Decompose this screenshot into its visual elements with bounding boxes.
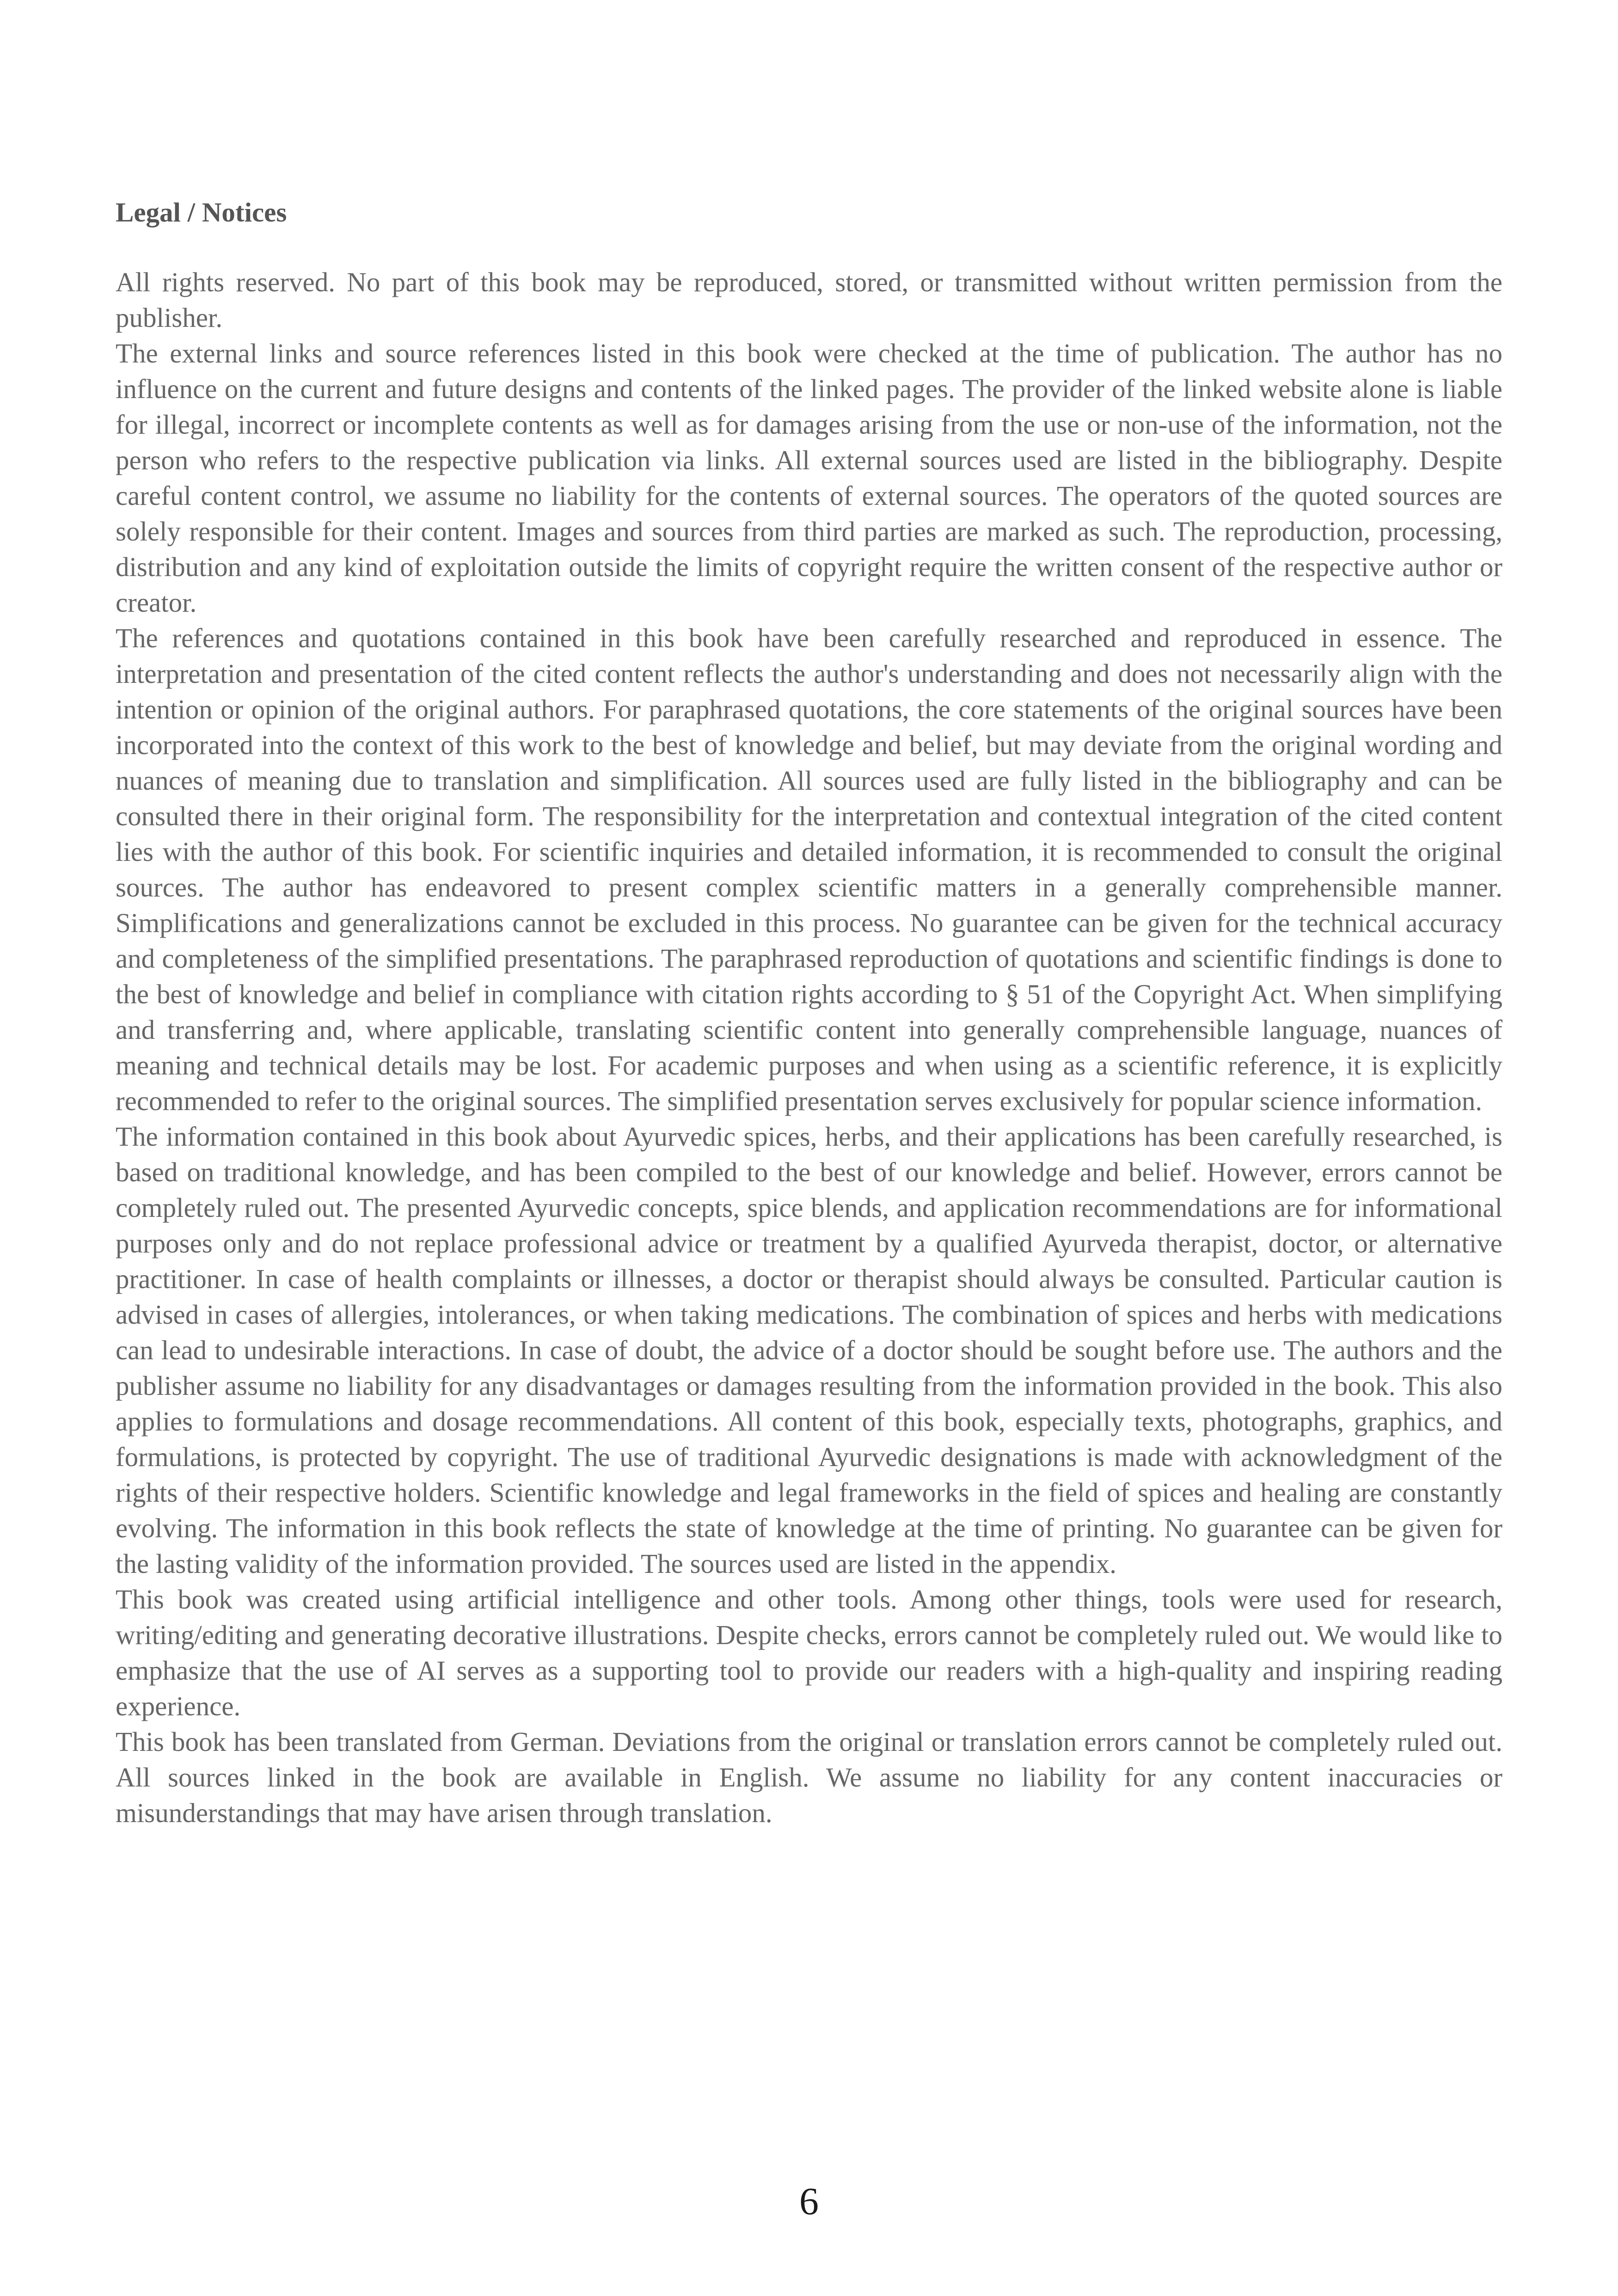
section-heading: Legal / Notices bbox=[116, 197, 287, 227]
page-number: 6 bbox=[799, 2180, 819, 2223]
paragraph-rights-reserved: All rights reserved. No part of this book may be reproduced, stored, or transmitted without written permission from the publisher. bbox=[116, 267, 1502, 333]
paragraph-external-links: The external links and source references listed in this book were checked at the time of publication. The author has no influence on the current and future designs and contents of the linked pages. The provider of the linked website alone is liable for illegal, incorrect or incomplete contents as well as for damages arising from the use or non-use of the information, not the person who refers to the respective publication via links. All external sources used are listed in the bibliography. Despite careful content control, we assume no liability for the contents of external sources. The operators of the quoted sources are solely responsible for their content. Images and sources from third parties are marked as such. The reproduction, processing, distribution and any kind of exploitation outside the limits of copyright require the written consent of the respective author or creator. bbox=[116, 338, 1502, 618]
paragraph-references-quotations: The references and quotations contained in this book have been carefully researched and reproduced in essence. The interpretation and presentation of the cited content reflects the author's understanding and does not necessarily align with the intention or opinion of the original authors. For paraphrased quotations, the core statements of the original sources have been incorporated into the context of this work to the best of knowledge and belief, but may deviate from the original wording and nuances of meaning due to translation and simplification. All sources used are fully listed in the bibliography and can be consulted there in their original form. The responsibility for the interpretation and contextual integration of the cited content lies with the author of this book. For scientific inquiries and detailed information, it is recommended to consult the original sources. The author has endeavored to present complex scientific matters in a generally comprehensible manner. Simplifications and generalizations cannot be excluded in this process. No guarantee can be given for the technical accuracy and completeness of the simplified presentations. The paraphrased reproduction of quotations and scientific findings is done to the best of knowledge and belief in compliance with citation rights according to § 51 of the Copyright Act. When simplifying and transferring and, where applicable, translating scientific content into generally comprehensible language, nuances of meaning and technical details may be lost. For academic purposes and when using as a scientific reference, it is explicitly recommended to refer to the original sources. The simplified presentation serves exclusively for popular science information. bbox=[116, 623, 1502, 1116]
paragraph-ai-notice: This book was created using artificial intelligence and other tools. Among other things, tools were used for research, writing/editing and generating decorative illustrations. Despite checks, errors cannot be completely ruled out. We would like to emphasize that the use of AI serves as a supporting tool to provide our readers with a high-quality and inspiring reading experience. bbox=[116, 1584, 1502, 1721]
paragraph-ayurvedic-disclaimer: The information contained in this book about Ayurvedic spices, herbs, and their applications has been carefully researched, is based on traditional knowledge, and has been compiled to the best of our knowledge and belief. However, errors cannot be completely ruled out. The presented Ayurvedic concepts, spice blends, and application recommendations are for informational purposes only and do not replace professional advice or treatment by a qualified Ayurveda therapist, doctor, or alternative practitioner. In case of health complaints or illnesses, a doctor or therapist should always be consulted. Particular caution is advised in cases of allergies, intolerances, or when taking medications. The combination of spices and herbs with medications can lead to undesirable interactions. In case of doubt, the advice of a doctor should be sought before use. The authors and the publisher assume no liability for any disadvantages or damages resulting from the information provided in the book. This also applies to formulations and dosage recommendations. All content of this book, especially texts, photographs, graphics, and formulations, is protected by copyright. The use of traditional Ayurvedic designations is made with acknowledgment of the rights of their respective holders. Scientific knowledge and legal frameworks in the field of spices and healing are constantly evolving. The information in this book reflects the state of knowledge at the time of printing. No guarantee can be given for the lasting validity of the information provided. The sources used are listed in the appendix. bbox=[116, 1121, 1502, 1579]
page-content bbox=[116, 194, 1502, 1831]
paragraph-translation-notice: This book has been translated from German. Deviations from the original or translation errors cannot be completely ruled out. All sources linked in the book are available in English. We assume no liability for any content inaccuracies or misunderstandings that may have arisen through translation. bbox=[116, 1726, 1502, 1828]
